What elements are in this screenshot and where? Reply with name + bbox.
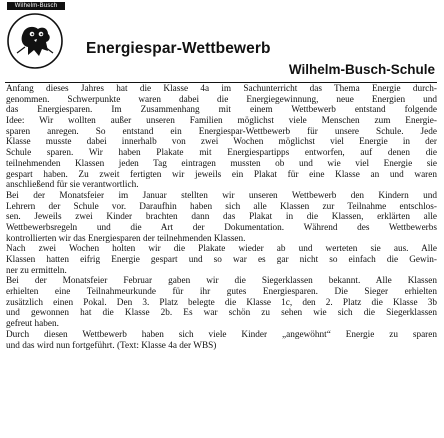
article-line: erhielten eine Teilnahmeurkunde für ihr gutes Energiesparen. Die Sieger erhielten bbox=[6, 287, 437, 298]
article-line: Wettbewerbsregeln und die Art der Dokumentation. Während des Wettbewerbs bbox=[6, 222, 437, 233]
bird-icon bbox=[5, 11, 65, 71]
article-line: Anfang dieses Jahres hat die Klasse 4a im Sachunterricht das Thema Energie durch- bbox=[6, 84, 437, 94]
page-title: Energiespar-Wettbewerb bbox=[86, 40, 271, 57]
article-line: zusätzlich einen Pokal. Den 3. Platz belegte die Klasse 1c, den 2. Platz die Klasse 3b bbox=[6, 297, 437, 308]
article-line: und das wird nun fortgeführt. (Text: Klasse 4a der WBS) bbox=[6, 340, 217, 351]
article-line: Bei der Monatsfeier Februar gaben wir die Siegerklassen bekannt. Alle Klassen bbox=[6, 276, 437, 287]
header-divider bbox=[5, 82, 437, 83]
article-line: Lehrern der Schule vor. Daraufhin haben sich alle Klassen zur Teilnahme entschlos- bbox=[6, 201, 437, 212]
article-line: Nach zwei Wochen holten wir die Plakate wieder ab und werteten sie aus. Alle bbox=[6, 244, 437, 255]
article-line: gefreut haben. bbox=[6, 319, 59, 330]
article-line: Idee: Wir wollten außer unseren Familien möglichst viele Menschen zum Energie- bbox=[6, 116, 437, 127]
article-line: sparen anregen. So entstand ein Energiespar-Wettbewerb für unsere Schule. Jede bbox=[6, 126, 437, 137]
article-line: Klasse musste dabei innerhalb von zwei Wochen möglichst viel Energie in der bbox=[6, 137, 437, 148]
article-line: anschließend für sie verantwortlich. bbox=[6, 180, 139, 191]
school-name: Wilhelm-Busch-Schule bbox=[288, 62, 435, 77]
article-line: ner zu ermitteln. bbox=[6, 265, 67, 276]
article-line: genommen. Schwerpunkte waren dabei die Energiegewinnung, neue Energien und bbox=[6, 94, 437, 105]
article-line: kontrollierten wir das Energiesparen der teilnehmenden Klassen. bbox=[6, 233, 246, 244]
article-line: sen. Jeweils zwei Kinder brachten dann das Plakat in die Klassen, erklärten alle bbox=[6, 212, 437, 223]
article-line: das Energiesparen. Im Zusammenhang mit einem Wettbewerb entstand folgende bbox=[6, 105, 437, 116]
article-line: Schule sparen. Wir haben Plakate mit Energiespartipps entworfen, auf denen die bbox=[6, 148, 437, 159]
article-line: gespart haben. Zu zweit fertigten wir jeweils ein Plakat für eine Klasse an und waren bbox=[6, 169, 437, 180]
article-line: Durch diesen Wettbewerb haben sich viele Kinder „angewöhnt“ Energie zu sparen bbox=[6, 329, 437, 340]
article-line: Klassen hatten eifrig Energie gespart und so war es gar nicht so einfach die Gewin- bbox=[6, 255, 437, 265]
article-line: teilnehmenden Klassen jeden Tag eintragen mussten ob und wie viel Energie sie bbox=[6, 158, 437, 169]
article-line: Bei der Monatsfeier im Januar stellten wir unseren Wettbewerb den Kindern und bbox=[6, 190, 437, 201]
article-line: und gewonnen hat die Klasse 2b. Es war schön zu sehen wie sich die Siegerklassen bbox=[6, 308, 437, 319]
logo-tag: Wilhelm-Busch bbox=[7, 2, 65, 10]
article-body bbox=[6, 84, 437, 351]
